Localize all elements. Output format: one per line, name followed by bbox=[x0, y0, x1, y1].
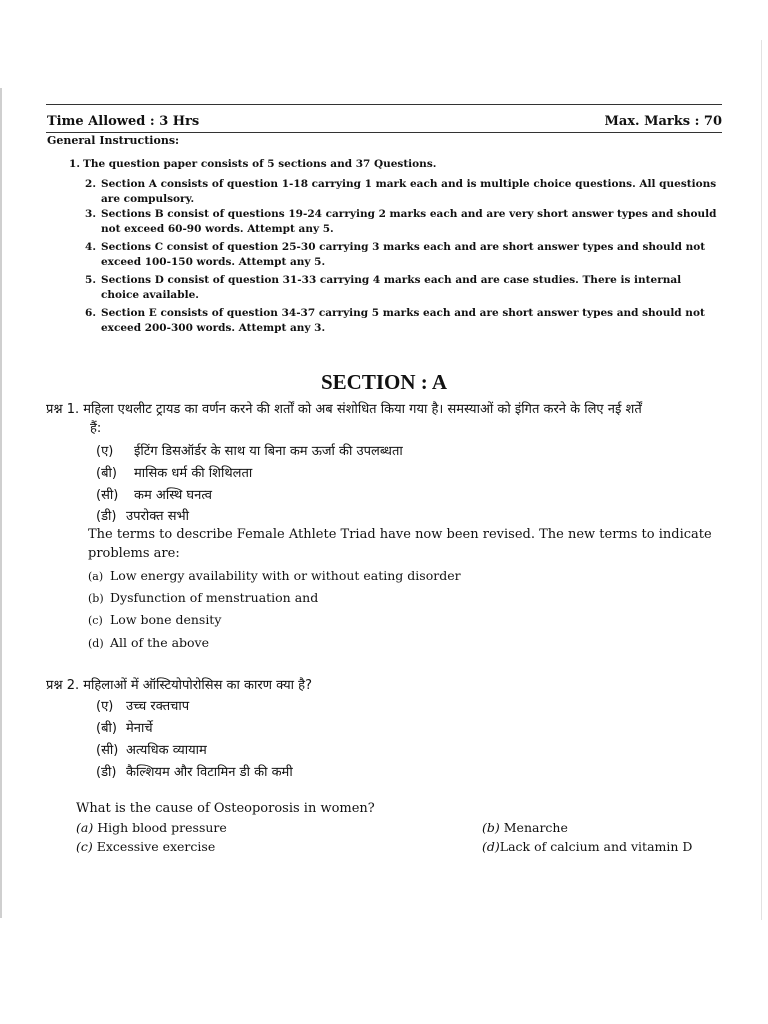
option-text: उपरोक्त सभी bbox=[126, 509, 189, 524]
option-label: (d) bbox=[482, 839, 500, 854]
q2-english-option bbox=[76, 839, 215, 854]
option-label: (डी) bbox=[96, 509, 117, 524]
option-text: High blood pressure bbox=[97, 820, 227, 835]
option-label: (सी) bbox=[96, 743, 119, 758]
instruction-number: 6. bbox=[85, 307, 96, 319]
q2-hindi-question: प्रश्न 2. महिलाओं में ऑस्टियोपोरोसिस का कारण क्या है? bbox=[46, 678, 312, 693]
option-text: Lack of calcium and vitamin D bbox=[499, 839, 693, 854]
q1-hindi-option bbox=[96, 485, 212, 503]
instruction-text: The question paper consists of 5 sections and 37 Questions. bbox=[83, 158, 437, 170]
option-text: All of the above bbox=[110, 635, 210, 650]
option-text: Excessive exercise bbox=[96, 839, 216, 854]
option-label: (b) bbox=[482, 820, 500, 835]
time-allowed: Time Allowed : 3 Hrs bbox=[47, 114, 200, 129]
option-text: अत्यधिक व्यायाम bbox=[126, 743, 207, 758]
option-text: मासिक धर्म की शिथिलता bbox=[134, 466, 253, 481]
q1-hindi-option bbox=[96, 463, 252, 481]
instruction-text-line: exceed 200-300 words. Attempt any 3. bbox=[101, 322, 326, 334]
q2-hindi-option bbox=[96, 740, 207, 758]
q1-english-line: problems are: bbox=[88, 546, 180, 561]
instruction-number: 2. bbox=[85, 178, 96, 190]
option-label: (ए) bbox=[96, 699, 114, 714]
q2-hindi-option bbox=[96, 696, 189, 714]
option-label: (c) bbox=[88, 614, 103, 627]
instructions-title: General Instructions: bbox=[47, 134, 180, 147]
option-label: (d) bbox=[88, 637, 104, 650]
option-label: (बी) bbox=[96, 721, 117, 736]
option-label: (डी) bbox=[96, 765, 117, 780]
option-text: Menarche bbox=[503, 820, 568, 835]
top-rule bbox=[46, 104, 722, 105]
instruction-text-line: choice available. bbox=[101, 289, 199, 301]
instruction-text-line: Sections B consist of questions 19-24 carrying 2 marks each and are very short answer types and should bbox=[101, 208, 717, 220]
option-text: Low bone density bbox=[110, 612, 222, 627]
option-label: (a) bbox=[76, 820, 94, 835]
q2-english-option bbox=[482, 839, 692, 854]
instruction-number: 5. bbox=[85, 274, 96, 286]
q1-english-option bbox=[88, 568, 461, 583]
option-text: मेनार्चे bbox=[126, 721, 153, 736]
option-label: (a) bbox=[88, 570, 104, 583]
option-label: (ए) bbox=[96, 444, 114, 459]
instruction-number: 4. bbox=[85, 241, 96, 253]
instruction-text-line: are compulsory. bbox=[101, 193, 195, 205]
instruction-text-line: not exceed 60-90 words. Attempt any 5. bbox=[101, 223, 334, 235]
q1-english-option bbox=[88, 590, 318, 605]
q1-hindi-option bbox=[96, 506, 189, 524]
q2-hindi-option bbox=[96, 762, 293, 780]
option-label: (बी) bbox=[96, 466, 117, 481]
option-text: कैल्शियम और विटामिन डी की कमी bbox=[126, 765, 293, 780]
instruction-text-line: Sections D consist of question 31-33 carrying 4 marks each and are case studies. There is internal bbox=[101, 274, 682, 286]
instruction-text-line: Sections C consist of question 25-30 carrying 3 marks each and are short answer types and should not bbox=[101, 241, 706, 253]
header-rule bbox=[46, 132, 722, 133]
option-text: Low energy availability with or without eating disorder bbox=[110, 568, 461, 583]
q1-hindi-line: प्रश्न 1. महिला एथलीट ट्रायड का वर्णन करने की शर्तों को अब संशोधित किया गया है। समस्याओं को इंगित करने के लिए नई शर्तें bbox=[46, 402, 642, 417]
option-text: कम अस्थि घनत्व bbox=[134, 488, 212, 503]
section-title: SECTION : A bbox=[320, 370, 448, 394]
q2-hindi-option bbox=[96, 718, 153, 736]
q2-english-question: What is the cause of Osteoporosis in women? bbox=[76, 801, 375, 816]
q1-english-line: The terms to describe Female Athlete Triad have now been revised. The new terms to indicate bbox=[88, 527, 712, 542]
instruction-text-line: Section E consists of question 34-37 carrying 5 marks each and are short answer types and should not bbox=[101, 307, 705, 319]
option-label: (c) bbox=[76, 839, 93, 854]
q1-english-option bbox=[88, 635, 209, 650]
q1-hindi-option bbox=[96, 441, 403, 459]
option-text: Dysfunction of menstruation and bbox=[110, 590, 319, 605]
option-text: ईटिंग डिसऑर्डर के साथ या बिना कम ऊर्जा की उपलब्धता bbox=[134, 444, 403, 459]
option-label: (सी) bbox=[96, 488, 119, 503]
max-marks: Max. Marks : 70 bbox=[604, 114, 722, 129]
option-text: उच्च रक्तचाप bbox=[126, 699, 190, 714]
instruction-number: 3. bbox=[85, 208, 96, 220]
q2-english-option bbox=[482, 820, 568, 835]
instruction-text-line: Section A consists of question 1-18 carrying 1 mark each and is multiple choice questions. All questions bbox=[101, 178, 717, 190]
q2-english-option bbox=[76, 820, 227, 835]
q1-english-option bbox=[88, 612, 221, 627]
option-label: (b) bbox=[88, 592, 104, 605]
q1-hindi-line: हैं: bbox=[90, 421, 102, 436]
instruction-text-line: exceed 100-150 words. Attempt any 5. bbox=[101, 256, 326, 268]
instruction-number: 1. bbox=[69, 158, 80, 170]
